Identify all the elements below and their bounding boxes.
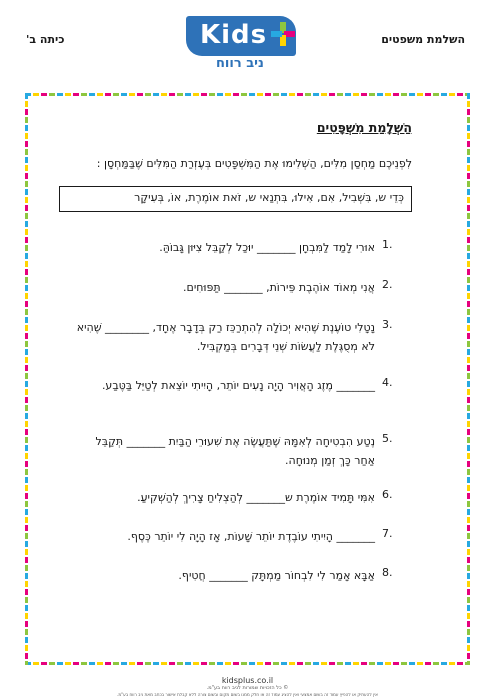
footer-legal-notice: אין להעתיק או להפיץ עמוד זה בשום אמצעי ואין להציג עמוד זה או חלק ממנו בשום מקום ובשום צורה ללא קבלת אישור בכתב מאת ניב רווח בע"מ. [117,692,378,697]
exercise-number: 6. [382,488,393,501]
exercise-sentence: _______ הָיִיתִי עוֹבֶדֶת יוֹתֵר שָׁעוֹת, אָז הָיָה לִי יוֹתֵר כֶּסֶף. [127,530,375,543]
word-bank-box: כְּדֵי ש, בִּשְׁבִיל, אִם, אִילוּ, בִּתְנַאי ש, זֹאת אוֹמֶרֶת, אוֹ, בְּעִיקָר [59,186,412,212]
exercise-sentence: אֲנִי מְאוֹד אוֹהֶבֶת פֵּירוֹת, _______ תַּפּוּחִים. [183,281,375,294]
exercise-sentence: אוּרִי לָמַד לַמִּבְחָן _______ יוּכַל לְקַבֵּל צִיּוּן גָּבוֹהַּ. [159,241,375,254]
worksheet-title: הַשְׁלָמַת מִשְׁפָּטִים [316,120,412,135]
frame-border-right [467,93,470,665]
logo-brand-text: Kids [200,20,268,50]
exercise-number: 7. [382,527,393,540]
header-grade: כיתה ב' [26,33,65,46]
page-header [0,0,495,92]
kids-logo[interactable] [186,16,309,74]
plus-icon [271,22,295,46]
footer-copyright: © כל הזכויות שמורות לניב רווח בע"מ. [206,685,289,691]
footer-site-link[interactable]: kidsplus.co.il [221,676,274,685]
header-topic: השלמת משפטים [381,33,465,46]
exercise-number: 8. [382,566,393,579]
exercise-sentence: נֶטַע הִבְטִיחָה לְאִמָּהּ שֶׁתַּעֲשֶׂה אֶת שִׁעוּרֵי הַבַּיִת _______ תְּקַבֵּל אַחַר כָּךְ זְמַן מְנוּחָה. [95,435,375,467]
exercise-number: 2. [382,278,393,291]
exercise-sentence: _______ מֶזֶג הָאֲוִיר הָיָה נָעִים יוֹתֵר, הָיִיתִי יוֹצֵאת לְטַיֵּל בַּטֶּבַע. [101,379,375,392]
exercise-number: 1. [382,238,393,251]
worksheet-instruction: לִפְנֵיכֶם מַחְסַן מִלִּים, הַשְׁלִימוּ אֶת הַמִּשְׁפָּטִים בְּעֶזְרַת הַמִּלִּים שֶׁבַּמַּחְסָן : [96,157,412,170]
frame-border-left [25,93,28,665]
exercise-sentence: אַבָּא אָמַר לִי לִבְחוֹר מַמְתָּק _______ חֲטִיף. [178,569,375,582]
frame-border-bottom [25,662,470,665]
exercise-sentence: נָטָלִי טוֹעֶנֶת שֶׁהִיא יְכוֹלָה לְהִתְרַכֵּז רַק בְּדָבָר אֶחָד, ________ שֶׁהִיא לֹא מְסֻגֶּלֶת לַעֲשׂוֹת שְׁנֵי דְּבָרִים בְּמַקְבִּיל. [76,321,375,353]
frame-border-top [25,93,470,96]
exercise-number: 5. [382,432,393,445]
exercise-number: 3. [382,318,393,331]
exercise-number: 4. [382,376,393,389]
exercise-sentence: אִמִּי תָּמִיד אוֹמֶרֶת ש_______ לְהַצְלִיחַ צָרִיךְ לְהַשְׁקִיעַ. [137,491,375,504]
logo-subtitle: ניב רווח [216,56,264,71]
